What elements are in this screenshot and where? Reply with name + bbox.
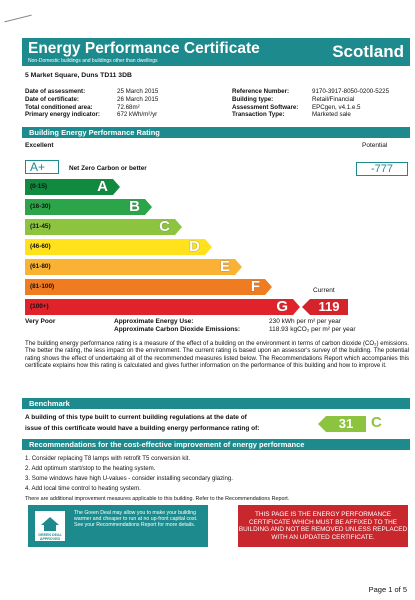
- page-number: Page 1 of 5: [368, 585, 407, 594]
- certificate-sheet: [22, 38, 410, 588]
- band-tip: [293, 299, 300, 315]
- header-banner: [22, 38, 410, 66]
- detail-value: 9170-3917-8050-0200-5225: [312, 88, 390, 95]
- rating-band-d: [25, 239, 205, 255]
- detail-label: Assessment Software:: [232, 103, 299, 111]
- house-body: [44, 525, 56, 531]
- property-address: 5 Market Square, Duns TD11 3DB: [25, 72, 132, 79]
- band-tip: [205, 239, 212, 255]
- detail-label: Primary energy indicator:: [25, 111, 100, 119]
- band-range: (16-30): [30, 203, 51, 210]
- detail-label: Transaction Type:: [232, 111, 285, 119]
- band-tip: [113, 179, 120, 195]
- rating-band-b: [25, 199, 145, 215]
- recommendation-item: 4. Add local time control to heating system.: [25, 485, 141, 492]
- benchmark-arrow-tip: [318, 416, 326, 432]
- energy-use-value: 230 kWh per m² per year: [269, 318, 341, 325]
- detail-value: 25 March 2015: [117, 88, 159, 95]
- recommendations-note: There are additional improvement measures applicable to this building. Refer to the Recommendations Report.: [25, 496, 290, 502]
- recommendations-heading: Recommendations for the cost-effective improvement of energy performance: [22, 439, 410, 450]
- benchmark-text-1: A building of this type built to current building regulations at the date of: [25, 414, 247, 421]
- detail-row: [232, 88, 389, 96]
- region-label: Scotland: [332, 42, 404, 61]
- rating-band-c: [25, 219, 175, 235]
- detail-value: EPCgen, v4.1.e.5: [312, 103, 361, 111]
- carbon-label: Approximate Carbon Dioxide Emissions:: [114, 326, 241, 333]
- band-letter: C: [159, 218, 170, 235]
- certificate-subtitle: Non-Domestic buildings and buildings other than dwellings: [28, 58, 158, 64]
- band-letter: G: [276, 298, 288, 315]
- band-range: (31-45): [30, 223, 51, 230]
- detail-value: 72.68m²: [117, 103, 140, 111]
- recommendation-item: 2. Add optimum start/stop to the heating system.: [25, 465, 156, 472]
- band-range: (81-100): [30, 283, 55, 290]
- band-tip: [175, 219, 182, 235]
- very-poor-label: Very Poor: [25, 318, 56, 325]
- rating-band-e: [25, 259, 235, 275]
- current-arrow-tip: [302, 299, 310, 315]
- band-letter: F: [250, 278, 260, 295]
- recommendation-item: 1. Consider replacing T8 lamps with retrofit T5 conversion kit.: [25, 455, 191, 462]
- scan-mark: [4, 15, 31, 23]
- current-label: Current: [313, 287, 335, 294]
- recommendations-list: [25, 454, 233, 494]
- rating-band-a: [25, 179, 113, 195]
- detail-label: Building type:: [232, 95, 274, 103]
- band-range: (46-60): [30, 243, 51, 250]
- potential-rating: [356, 162, 408, 176]
- aplus-letter: A+: [30, 160, 46, 174]
- green-deal-panel: [28, 505, 208, 547]
- band-letter: E: [219, 258, 230, 275]
- house-icon: [41, 517, 59, 525]
- potential-value: -777: [370, 163, 394, 175]
- band-letter: B: [129, 198, 140, 215]
- detail-label: Date of certificate:: [25, 95, 79, 103]
- detail-label: Total conditioned area:: [25, 103, 93, 111]
- explanation-text: The building energy performance rating is a measure of the effect of a building on the environment in terms of carbon dioxide (CO₂) emissions. The better the rating, the less impact on the environment. The current rating is based upon an assessor's survey of the building. The potential rating shows the effect of undertaking all of the recommended measures listed below. The Recommendations Report which accompanies this certificate explains how this rating is calculated and gives further information on the performance of this building and how to improve it.: [25, 340, 409, 370]
- current-rating: 119: [310, 299, 348, 315]
- recommendation-item: 3. Some windows have high U-values - consider installing secondary glazing.: [25, 475, 233, 482]
- detail-row: [232, 96, 389, 104]
- band-tip: [265, 279, 272, 295]
- aplus-box: [25, 160, 59, 174]
- band-letter: A: [97, 178, 108, 195]
- green-deal-logo: [35, 511, 65, 541]
- detail-value: 672 kWh/m²/yr: [117, 111, 158, 119]
- detail-row: [232, 104, 389, 112]
- rating-band-g: [25, 299, 293, 315]
- detail-row: [25, 96, 158, 104]
- rating-band-f: [25, 279, 265, 295]
- detail-row: [232, 111, 389, 119]
- rating-heading: Building Energy Performance Rating: [22, 127, 410, 138]
- detail-label: Reference Number:: [232, 88, 290, 95]
- benchmark-value: 31: [326, 416, 366, 432]
- aplus-label: Net Zero Carbon or better: [69, 165, 147, 172]
- band-tip: [235, 259, 242, 275]
- detail-row: [25, 111, 158, 119]
- detail-row: [25, 88, 158, 96]
- green-deal-text: The Green Deal may allow you to make your building warmer and cheaper to run at no up-front capital cost. See your Recommendations Report for more details.: [74, 510, 198, 529]
- band-range: (100+): [30, 303, 49, 310]
- band-range: (61-80): [30, 263, 51, 270]
- green-deal-logo-caption: GREEN DEAL APPROVED: [38, 533, 62, 541]
- certificate-title: Energy Performance Certificate: [28, 40, 260, 57]
- detail-row: [25, 104, 158, 112]
- carbon-value: 118.93 kgCO₂ per m² per year: [269, 326, 356, 333]
- band-tip: [145, 199, 152, 215]
- band-range: (0-15): [30, 183, 48, 190]
- detail-label: Date of assessment:: [25, 88, 86, 95]
- details-left: [25, 88, 158, 119]
- excellent-label: Excellent: [25, 142, 54, 149]
- details-right: [232, 88, 389, 119]
- affix-notice: THIS PAGE IS THE ENERGY PERFORMANCE CERTIFICATE WHICH MUST BE AFFIXED TO THE BUILDING AND NOT BE REMOVED UNLESS REPLACED WITH AN UPDATED CERTIFICATE.: [238, 505, 408, 547]
- benchmark-letter: C: [371, 414, 382, 431]
- detail-value: Marketed sale: [312, 111, 351, 119]
- energy-use-label: Approximate Energy Use:: [114, 318, 194, 325]
- detail-value: 26 March 2015: [117, 95, 159, 103]
- detail-value: Retail/Financial: [312, 95, 355, 103]
- potential-label: Potential: [362, 142, 388, 149]
- band-letter: D: [189, 238, 200, 255]
- benchmark-heading: Benchmark: [22, 398, 410, 409]
- benchmark-text-2: issue of this certificate would have a building energy performance rating of:: [25, 425, 260, 432]
